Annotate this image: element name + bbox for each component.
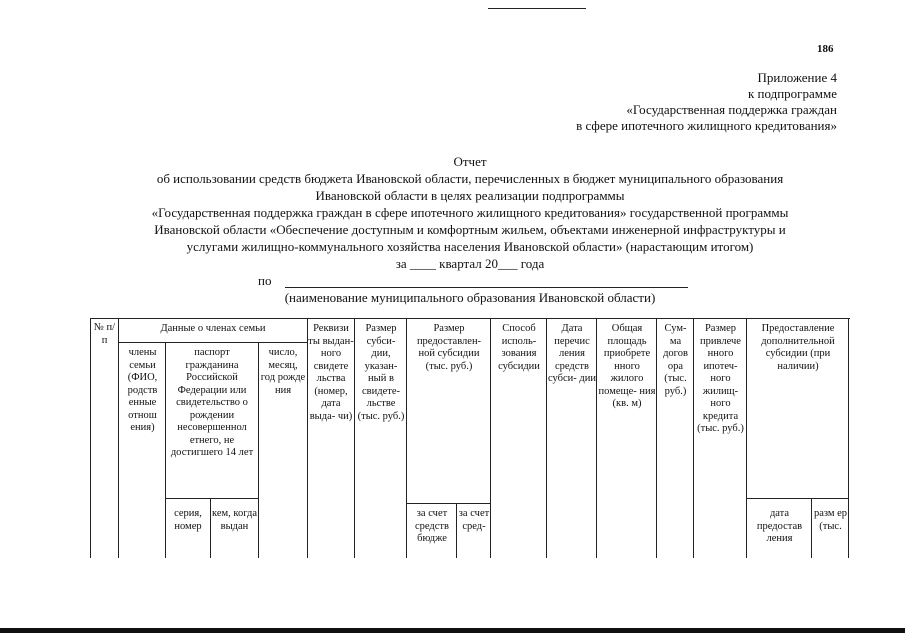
col-requisites-header: Реквизи ты выдан- ного свидете льства (номер, дата выда- чи) [308, 323, 354, 422]
annex-line-2: к подпрограмме [747, 86, 837, 101]
col-family-header: Данные о членах семьи [160, 323, 266, 334]
col-issued-header: кем, когда выдан [212, 508, 257, 532]
col-subsidy-cert-header: Размер субси- дии, указан- ный в свидете- льстве (тыс. руб.) [357, 323, 405, 422]
col-subsidy-given-header: Размер предоставлен- ной субсидии (тыс. руб.) [416, 323, 482, 372]
col-area-header: Общая площадь приобрете нного жилого помеще- ния (кв. м) [598, 323, 656, 409]
annex-line-1: Приложение 4 [757, 70, 837, 85]
col-add-size-header: разм ер (тыс. [813, 508, 848, 532]
col-own-header: за счет сред- [458, 508, 490, 532]
col-transfer-date-header: Дата перечис ления средств субси- дии [548, 323, 596, 384]
po-caption: (наименование муниципального образования Ивановской области) [284, 290, 656, 305]
po-label: по [258, 273, 272, 288]
page-number: 186 [817, 43, 834, 55]
col-loan-header: Размер привлече нного ипотеч- ного жилищ- ного кредита (тыс. руб.) [697, 323, 744, 434]
report-line-2: Ивановской области в целях реализации подпрограммы [315, 188, 625, 203]
annex-block [576, 70, 837, 134]
report-line-3: «Государственная поддержка граждан в сфере ипотечного жилищного кредитования» государственной программы [151, 205, 789, 220]
report-title: Отчет [453, 154, 487, 169]
report-heading [70, 153, 870, 272]
report-line-1: об использовании средств бюджета Ивановской области, перечисленных в бюджет муниципального образования [156, 171, 784, 186]
po-fill-line [285, 287, 688, 288]
col-add-date-header: дата предостав ления [756, 508, 803, 544]
col-method-header: Способ исполь- зования субсидии [498, 323, 540, 372]
col-series-header: серия, номер [174, 508, 202, 532]
report-quarter-line: за ____ квартал 20___ года [395, 256, 545, 271]
report-line-5: услугами жилищно-коммунального хозяйства населения Ивановской области» (нарастающим итогом) [186, 239, 754, 254]
col-members-header: члены семьи (ФИО, родств енные отнош ения) [127, 347, 158, 433]
col-dob-header: число, месяц, год рожде ния [260, 347, 306, 396]
page-bottom-border [0, 628, 905, 633]
annex-line-3: «Государственная поддержка граждан [626, 102, 837, 117]
col-additional-header: Предоставление дополнительной субсидии (при наличии) [761, 323, 835, 372]
col-passport-header: паспорт гражданина Российской Федерации или свидетельство о рождении несовершеннол етнего, не достигшего 14 лет [170, 347, 254, 458]
report-line-4: Ивановской области «Обеспечение доступным и комфортным жильем, объектами инженерной инфраструктуры и [154, 222, 786, 237]
col-contract-sum-header: Сум- ма догов ора (тыс. руб.) [663, 323, 688, 397]
header-rule [488, 8, 586, 9]
col-budget-header: за счет средств бюдже [415, 508, 449, 544]
annex-line-4: в сфере ипотечного жилищного кредитования» [576, 118, 837, 133]
col-number-header: № п/п [93, 322, 116, 346]
